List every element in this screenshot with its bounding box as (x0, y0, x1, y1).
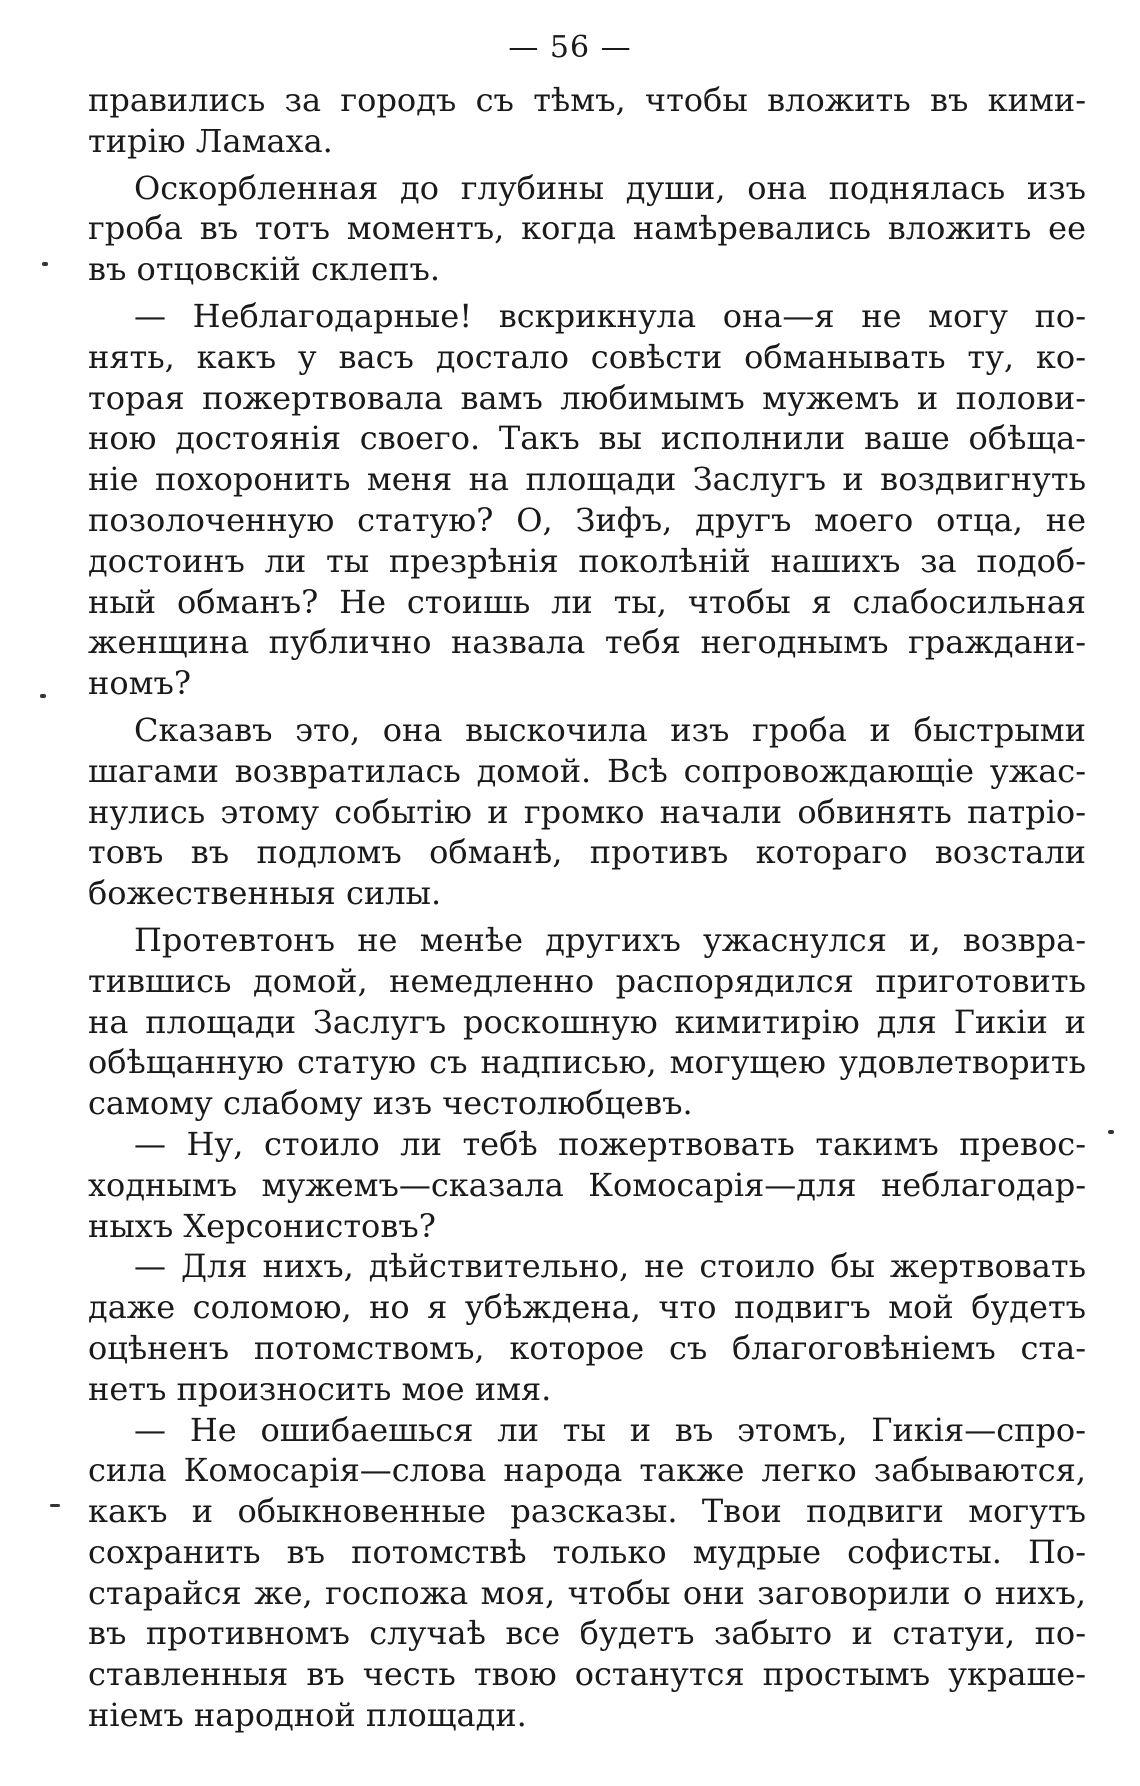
text-line: ный обманъ? Не стоишь ли ты, чтобы я слабосильная (88, 582, 1086, 621)
page-number: — 56 — (508, 30, 632, 65)
paragraph-first-line: — Для нихъ, дѣйствительно, не стоило бы жертвовать (134, 1247, 1086, 1286)
text-line: нетъ произносить мое имя. (88, 1369, 552, 1408)
paragraph-first-line: — Ну, стоило ли тебѣ пожертвовать такимъ превос- (134, 1124, 1086, 1163)
text-line: сила Комосарія—слова народа также легко забываются, (88, 1451, 1086, 1490)
margin-speck (42, 262, 48, 266)
text-line: ніемъ народной площади. (88, 1696, 527, 1735)
text-line: старайся же, госпожа моя, чтобы они заговорили о нихъ, (88, 1573, 1086, 1612)
text-line: ною достоянія своего. Такъ вы исполнили ваше обѣща- (88, 419, 1086, 458)
text-line: въ отцовскій склепъ. (88, 250, 441, 289)
margin-speck (50, 1504, 60, 1507)
text-line: достоинъ ли ты презрѣнія поколѣній нашихъ за подоб- (88, 541, 1086, 580)
text-line: ныхъ Херсонистовъ? (88, 1206, 436, 1245)
text-line: торая пожертвовала вамъ любимымъ мужемъ и полови- (88, 378, 1086, 417)
text-line: правились за городъ съ тѣмъ, чтобы вложить въ кими- (88, 81, 1086, 119)
paragraph-first-line: Сказавъ это, она выскочила изъ гроба и быстрыми (134, 710, 1086, 749)
paragraph-first-line: — Неблагодарные! вскрикнула она—я не могу по- (134, 296, 1086, 335)
text-line: гроба въ тотъ моментъ, когда намѣревались вложить ее (88, 209, 1086, 248)
text-line: на площади Заслугъ роскошную кимитирію для Гикіи и (88, 1002, 1086, 1041)
margin-speck (40, 694, 46, 698)
paragraph-first-line: Протевтонъ не менѣе другихъ ужаснулся и, возвра- (134, 920, 1086, 959)
text-line: обѣщанную статую съ надписью, могущею удовлетворить (88, 1043, 1086, 1082)
text-line: ставленныя въ честь твою останутся простымъ украше- (88, 1655, 1086, 1694)
text-line: номъ? (88, 664, 191, 703)
text-line: божественныя силы. (88, 874, 442, 913)
text-line: товъ въ подломъ обманѣ, противъ котораго возстали (88, 833, 1086, 872)
text-line: тившись домой, немедленно распорядился приготовить (88, 961, 1086, 1000)
text-line: въ противномъ случаѣ все будетъ забыто и статуи, по- (88, 1614, 1086, 1653)
text-line: нулись этому событію и громко начали обвинять патріо- (88, 792, 1086, 831)
paragraph-first-line: Оскорбленная до глубины души, она поднялась изъ (134, 168, 1086, 207)
text-line: тирію Ламаха. (88, 121, 333, 160)
margin-speck (1108, 1130, 1114, 1134)
text-line: оцѣненъ потомствомъ, которое съ благоговѣніемъ ста- (88, 1328, 1086, 1367)
text-line: какъ и обыкновенные разсказы. Твои подвиги могутъ (88, 1492, 1086, 1531)
text-line: ходнымъ мужемъ—сказала Комосарія—для неблагодар- (88, 1165, 1086, 1204)
text-line: даже соломою, но я убѣждена, что подвигъ мой будетъ (88, 1288, 1086, 1327)
text-line: женщина публично назвала тебя негоднымъ граждани- (88, 623, 1086, 662)
body-text (88, 80, 1086, 1736)
text-line: ніе похоронить меня на площади Заслугъ и воздвигнуть (88, 460, 1086, 499)
text-line: шагами возвратилась домой. Всѣ сопровождающіе ужас- (88, 751, 1086, 790)
text-line: нять, какъ у васъ достало совѣсти обманывать ту, ко- (88, 337, 1086, 376)
text-line: сохранить въ потомствѣ только мудрые софисты. По- (88, 1532, 1086, 1571)
paragraph-first-line: — Не ошибаешься ли ты и въ этомъ, Гикія—спро- (134, 1410, 1086, 1449)
text-line: самому слабому изъ честолюбцевъ. (88, 1084, 693, 1123)
text-line: позолоченную статую? О, Зифъ, другъ моего отца, не (88, 500, 1086, 539)
